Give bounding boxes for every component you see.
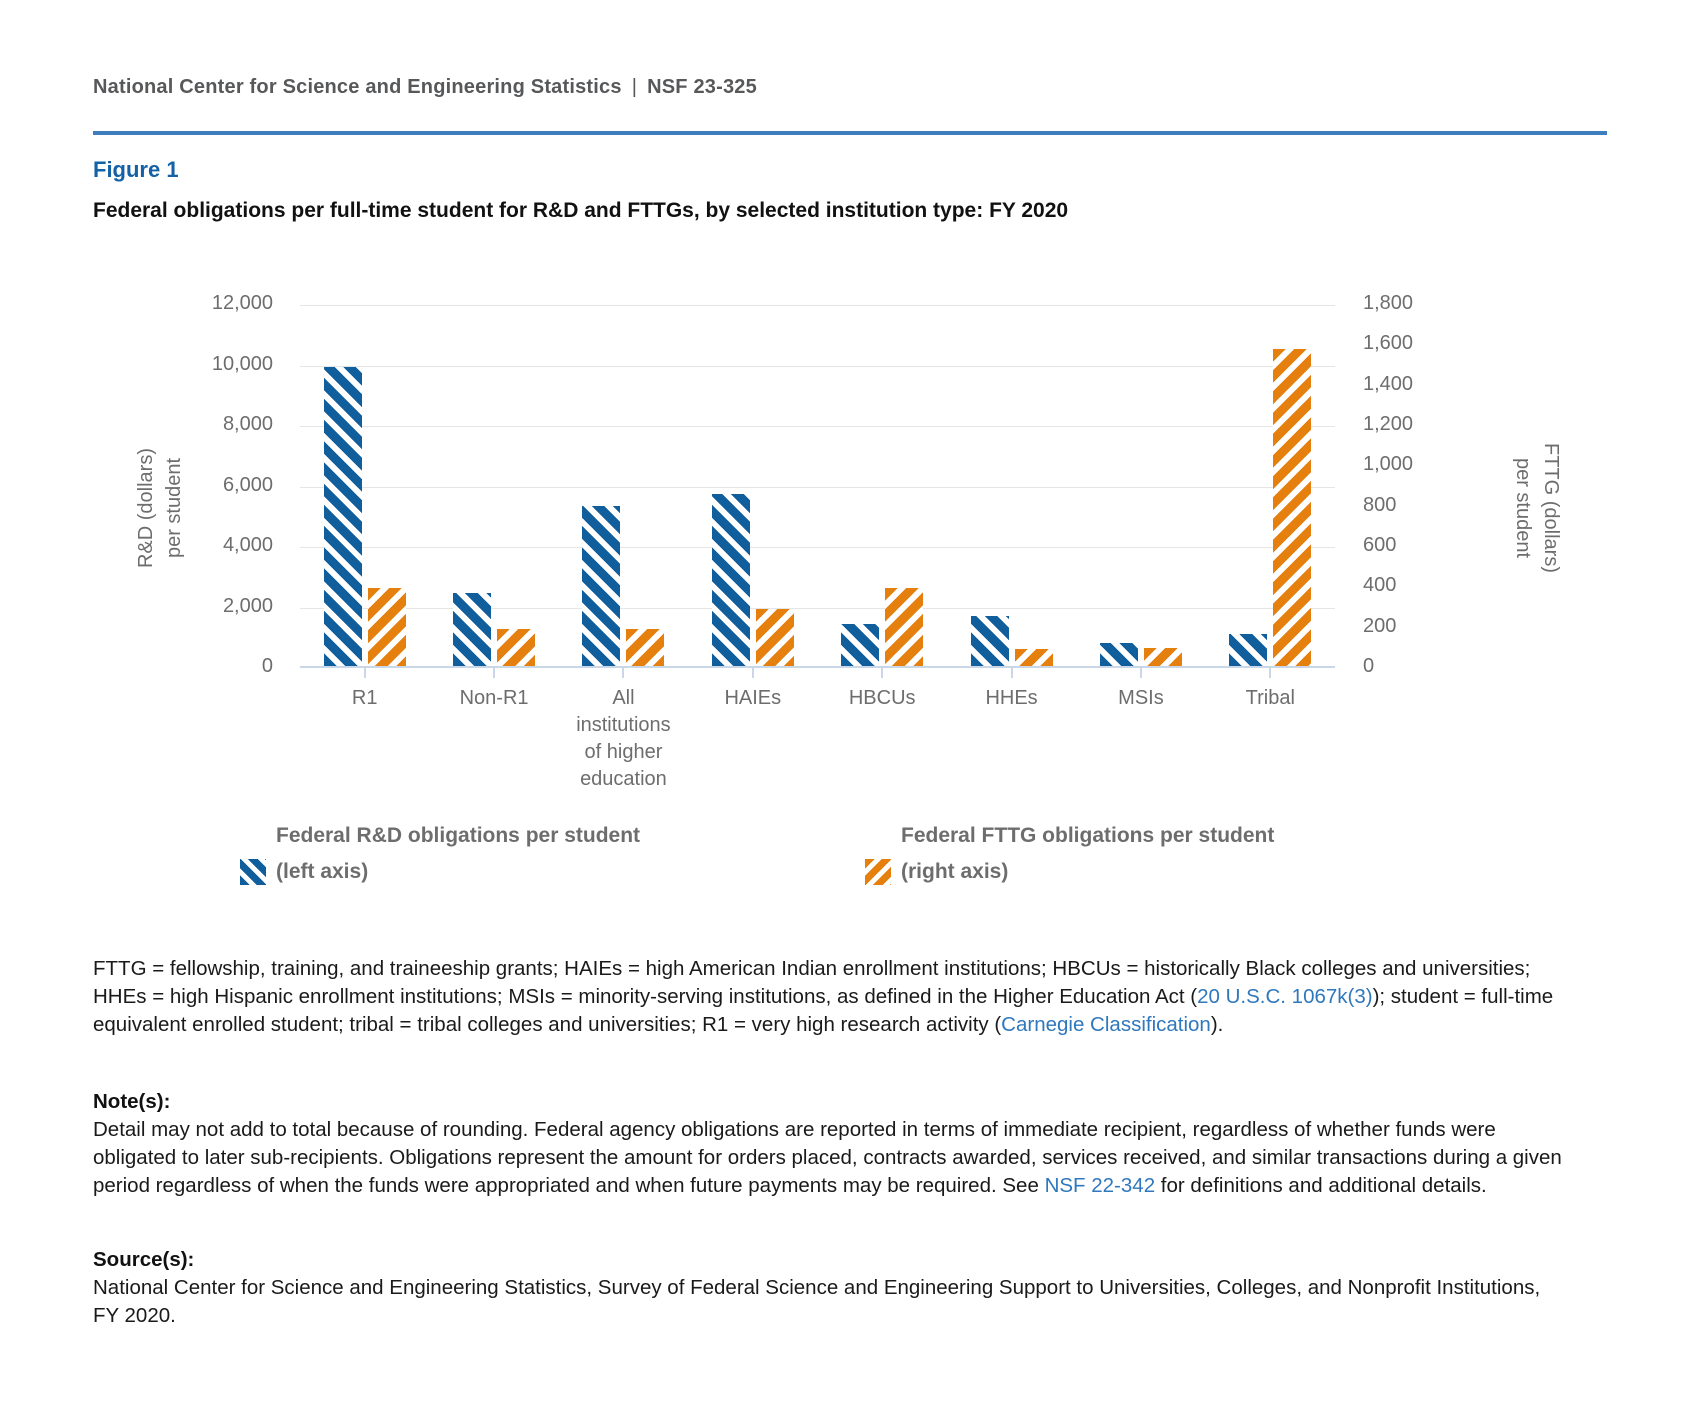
right-tick-label: 400 bbox=[1363, 574, 1397, 597]
x-label-tribal: Tribal bbox=[1245, 687, 1295, 709]
category-group-non-r1 bbox=[429, 305, 558, 666]
left-tick-label: 6,000 bbox=[222, 473, 273, 496]
axis-title-line: R&D (dollars) bbox=[135, 447, 157, 569]
right-tick-label: 200 bbox=[1363, 614, 1397, 637]
rd-bar-hhes[interactable] bbox=[971, 616, 1009, 666]
right-axis-title bbox=[1509, 308, 1565, 708]
fttg-bar-non-r1[interactable] bbox=[497, 629, 535, 666]
axis-title-line: per student bbox=[163, 457, 185, 559]
left-tick-label: 0 bbox=[261, 655, 273, 677]
inline-link[interactable]: Carnegie Classification bbox=[1001, 1013, 1211, 1036]
rd-series-swatch-icon bbox=[240, 859, 266, 885]
axis-title-line: per student bbox=[1512, 457, 1534, 559]
left-tick-label: 2,000 bbox=[222, 594, 273, 617]
notes-section bbox=[93, 1088, 1571, 1200]
legend-item-rd bbox=[240, 818, 640, 890]
right-axis-ticks bbox=[1363, 292, 1481, 677]
text-segment: for definitions and additional details. bbox=[1155, 1174, 1487, 1197]
chart bbox=[0, 240, 1699, 805]
x-label-msis: MSIs bbox=[1118, 687, 1164, 709]
category-group-haies bbox=[688, 305, 817, 666]
category-group-msis bbox=[1076, 305, 1205, 666]
rd-bar-haies[interactable] bbox=[712, 494, 750, 666]
fttg-bar-r1[interactable] bbox=[368, 588, 406, 666]
fttg-bar-tribal[interactable] bbox=[1273, 349, 1311, 666]
figure-label: Figure 1 bbox=[93, 157, 179, 182]
right-tick-label: 1,200 bbox=[1363, 413, 1414, 435]
plot-area bbox=[300, 305, 1335, 668]
legend-item-fttg bbox=[865, 818, 1274, 890]
rd-bar-all[interactable] bbox=[582, 506, 620, 666]
x-axis-tick bbox=[752, 668, 754, 678]
text-segment: ). bbox=[1210, 1013, 1224, 1036]
rd-bar-hbcus[interactable] bbox=[841, 624, 879, 666]
x-axis-tick bbox=[881, 668, 883, 678]
text-segment: National Center for Science and Engineering Statistics, Survey of Federal Science and Engineering Support to Universities, Colleges, and Nonprofit Institutions, FY 2020. bbox=[93, 1276, 1541, 1327]
left-tick-label: 10,000 bbox=[211, 352, 273, 375]
page-header bbox=[93, 76, 757, 99]
sources-section bbox=[93, 1246, 1571, 1330]
x-axis-tick bbox=[1269, 668, 1271, 678]
legend-fttg-axis-note: (right axis) bbox=[901, 860, 1009, 883]
x-axis-tick bbox=[364, 668, 366, 678]
fttg-bar-hbcus[interactable] bbox=[885, 588, 923, 666]
right-tick-label: 600 bbox=[1363, 534, 1397, 556]
left-tick-label: 12,000 bbox=[211, 292, 273, 314]
right-tick-label: 800 bbox=[1363, 493, 1397, 516]
text-segment: Detail may not add to total because of rounding. Federal agency obligations are reported in terms of immediate recipient, regardless of whether funds were obligated to later sub-recipients. Obligations represent the amount for orders placed, contracts awarded, services received, and similar transactions during a given period regardless of when the funds were appropriated and when future payments may be required. See bbox=[93, 1118, 1562, 1197]
notes-heading: Note(s): bbox=[93, 1090, 171, 1113]
sources-heading: Source(s): bbox=[93, 1248, 195, 1271]
left-tick-label: 4,000 bbox=[222, 534, 273, 556]
inline-link[interactable]: NSF 22-342 bbox=[1044, 1174, 1156, 1197]
category-group-hhes bbox=[947, 305, 1076, 666]
abbreviation-footnote bbox=[93, 955, 1571, 1039]
rd-bar-r1[interactable] bbox=[324, 367, 362, 667]
fttg-bar-all[interactable] bbox=[626, 629, 664, 666]
right-tick-label: 1,400 bbox=[1363, 372, 1414, 395]
axis-title-line: FTTG (dollars) bbox=[1540, 443, 1562, 573]
category-group-r1 bbox=[300, 305, 429, 666]
fttg-series-swatch-icon bbox=[865, 859, 891, 885]
x-label-all: All institutions of higher education bbox=[576, 687, 671, 790]
sources-body bbox=[93, 1274, 1571, 1330]
notes-body bbox=[93, 1116, 1571, 1200]
org-name: National Center for Science and Engineering Statistics bbox=[93, 76, 622, 98]
right-tick-label: 1,800 bbox=[1363, 292, 1414, 314]
report-number: NSF 23-325 bbox=[647, 76, 757, 98]
x-label-hhes: HHEs bbox=[985, 687, 1038, 709]
x-label-haies: HAIEs bbox=[724, 687, 782, 709]
x-axis-tick bbox=[1011, 668, 1013, 678]
header-separator: | bbox=[631, 76, 638, 98]
x-label-hbcus: HBCUs bbox=[848, 687, 916, 709]
category-group-hbcus bbox=[818, 305, 947, 666]
x-axis-tick bbox=[1140, 668, 1142, 678]
rd-bar-non-r1[interactable] bbox=[453, 593, 491, 666]
legend-fttg-label: Federal FTTG obligations per student bbox=[901, 824, 1275, 847]
category-group-all bbox=[559, 305, 688, 666]
fttg-bar-msis[interactable] bbox=[1144, 648, 1182, 666]
inline-link[interactable]: 20 U.S.C. 1067k(3) bbox=[1197, 985, 1373, 1008]
text-segment: FTTG = fellowship, training, and traineeship grants; HAIEs = high American Indian enrollment institutions; HBCUs = historically Black colleges and universities; HHEs = high Hispanic enrollment institutions; MSIs = minority-serving institutions, as defined in the Higher Education Act ( bbox=[93, 957, 1531, 1008]
x-axis-tick bbox=[622, 668, 624, 678]
legend-rd-axis-note: (left axis) bbox=[276, 860, 369, 883]
legend-rd-label: Federal R&D obligations per student bbox=[276, 824, 641, 847]
x-label-r1: R1 bbox=[351, 687, 378, 709]
text-segment: ); student = full-time equivalent enrolled student; tribal = tribal colleges and universities; R1 = very high research activity ( bbox=[93, 985, 1554, 1036]
category-group-tribal bbox=[1206, 305, 1335, 666]
x-label-non-r1: Non-R1 bbox=[459, 687, 529, 709]
right-tick-label: 1,600 bbox=[1363, 332, 1414, 355]
header-divider bbox=[93, 131, 1607, 135]
fttg-bar-hhes[interactable] bbox=[1015, 649, 1053, 666]
x-axis-tick bbox=[493, 668, 495, 678]
fttg-bar-haies[interactable] bbox=[756, 609, 794, 667]
right-tick-label: 0 bbox=[1363, 655, 1375, 677]
left-axis-ticks bbox=[155, 292, 273, 677]
rd-bar-tribal[interactable] bbox=[1229, 634, 1267, 666]
figure-title: Federal obligations per full-time student for R&D and FTTGs, by selected institution type: FY 2020 bbox=[93, 199, 1069, 222]
right-tick-label: 1,000 bbox=[1363, 453, 1414, 476]
left-tick-label: 8,000 bbox=[222, 413, 273, 435]
rd-bar-msis[interactable] bbox=[1100, 643, 1138, 666]
